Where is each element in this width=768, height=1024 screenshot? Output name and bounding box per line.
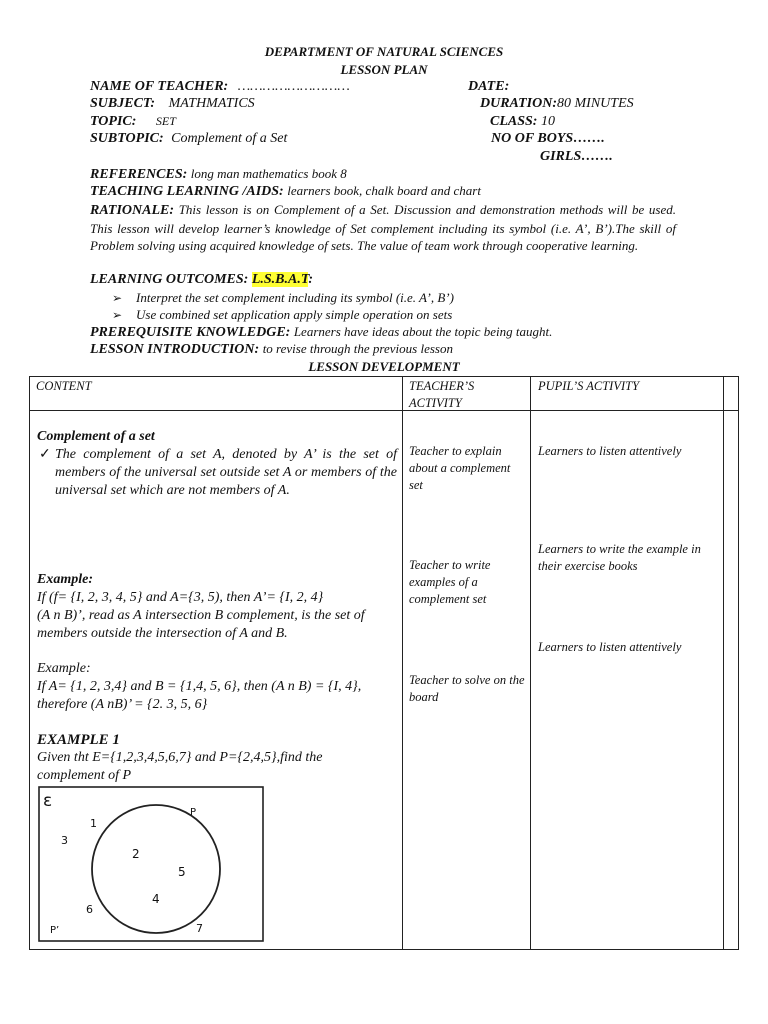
column-divider [402,377,403,949]
venn-diagram [38,786,266,944]
example-1a: If (f= {I, 2, 3, 4, 5} and A={3, 5), then A’= {I, 2, 4} [37,590,324,605]
subject-field [90,96,255,112]
set-p-label: P [190,807,197,818]
example1-heading: EXAMPLE 1 [37,732,120,748]
element-inside: 5 [178,865,186,879]
checkmark-icon: ✓ [39,447,51,462]
topic-field [90,114,176,130]
element-outside: 6 [86,903,93,916]
girls-label: GIRLS……. [540,149,613,164]
column-header-teacher: TEACHER’S ACTIVITY [409,379,475,410]
subtopic-field [90,131,287,147]
column-divider [530,377,531,949]
arrow-bullet-icon: ➢ [112,308,123,322]
teacher-activity-1: Teacher to explain about a complement set [409,444,511,492]
subtopic-value: Complement of a Set [171,131,288,146]
element-inside: 4 [152,892,160,906]
example-2a: If A= {1, 2, 3,4} and B = {1,4, 5, 6}, then (A n B) = {I, 4}, [37,679,362,694]
prereq-label: PREREQUISITE KNOWLEDGE: [90,325,291,340]
definition-text: The complement of a set A, denoted by A’ is the set of members of the universal set outside set A or members of the universal set which are not members of A. [55,447,397,498]
lesson-development-title: LESSON DEVELOPMENT [308,359,460,374]
intro-field [90,341,453,358]
teacher-label: NAME OF TEACHER: [90,79,229,94]
element-outside: 7 [196,922,203,935]
intro-value: to revise through the previous lesson [262,341,453,356]
subtopic-label: SUBTOPIC: [90,131,164,146]
element-outside: 1 [90,817,97,830]
header-row-divider [30,410,738,411]
example-2b: therefore (A nB)’ = {2. 3, 5, 6} [37,697,208,712]
universal-symbol: ε [43,791,53,811]
duration-label: DURATION: [480,96,558,111]
universal-set-box [39,787,263,941]
arrow-bullet-icon: ➢ [112,291,123,305]
example1-text: Given tht E={1,2,3,4,5,6,7} and P={2,4,5},find the complement of P [37,750,323,783]
element-inside: 2 [132,847,140,861]
duration-value: 80 MINUTES [557,96,634,111]
column-divider [723,377,724,949]
subject-label: SUBJECT: [90,96,156,111]
column-header-pupil: PUPIL’S ACTIVITY [538,379,640,393]
topic-label: TOPIC: [90,114,137,129]
teacher-value: ……………………… [237,79,350,94]
prereq-field [90,324,552,341]
rationale-paragraph [90,201,676,255]
outcomes-heading [90,272,313,288]
rationale-text: This lesson is on Complement of a Set. Discussion and demonstration methods will be used. This lesson will develop learner’s knowledge of Set complement including its symbol (i.e. A’, B’).The skill of Problem solving using acquired knowledge of sets. The value of team work through cooperative learning. [90,202,677,254]
outcomes-label: LEARNING OUTCOMES: [90,272,249,287]
date-label: DATE: [468,79,510,94]
topic-value: SET [155,114,176,128]
definition-block [37,446,397,500]
subject-value: MATHMATICS [168,96,255,111]
rationale-label: RATIONALE: [90,203,175,218]
column-header-content: CONTENT [36,379,92,393]
aids-field [90,183,481,200]
intro-label: LESSON INTRODUCTION: [90,342,260,357]
outcome-item-2 [112,307,452,323]
lesson-plan-title: LESSON PLAN [340,62,428,77]
lesson-development-table [29,376,739,950]
outcome-1-text: Interpret the set complement including its symbol (i.e. A’, B’) [136,290,454,305]
outcomes-colon: : [308,272,314,287]
references-label: REFERENCES: [90,167,188,182]
duration-field [480,96,634,112]
aids-label: TEACHING LEARNING /AIDS: [90,184,284,199]
outcome-2-text: Use combined set application apply simple operation on sets [136,307,453,322]
references-field [90,166,347,183]
example-1b: (A n B)’, read as A intersection B complement, is the set of members outside the intersection of A and B. [37,608,365,641]
example-2-label: Example: [37,661,91,676]
aids-value: learners book, chalk board and chart [287,183,481,198]
references-value: long man mathematics book 8 [190,166,347,181]
teacher-activity-3: Teacher to solve on the board [409,673,525,704]
class-label: CLASS: [490,114,538,129]
element-outside: 3 [61,834,68,847]
outcomes-lsbat: L.S.B.A.T [251,272,309,287]
complement-heading: Complement of a set [37,429,155,444]
pupil-activity-1: Learners to listen attentively [538,444,682,458]
complement-label: P’ [50,925,60,936]
teacher-field [90,79,350,95]
prereq-value: Learners have ideas about the topic being taught. [293,324,553,339]
outcome-item-1 [112,290,454,306]
example-label: Example: [37,572,93,587]
class-field [490,114,555,130]
department-title: DEPARTMENT OF NATURAL SCIENCES [264,44,504,59]
pupil-activity-2: Learners to write the example in their exercise books [538,542,701,573]
teacher-activity-2: Teacher to write examples of a complement set [409,558,491,606]
boys-label: NO OF BOYS……. [491,131,605,146]
class-value: 10 [540,114,555,129]
pupil-activity-3: Learners to listen attentively [538,640,682,654]
